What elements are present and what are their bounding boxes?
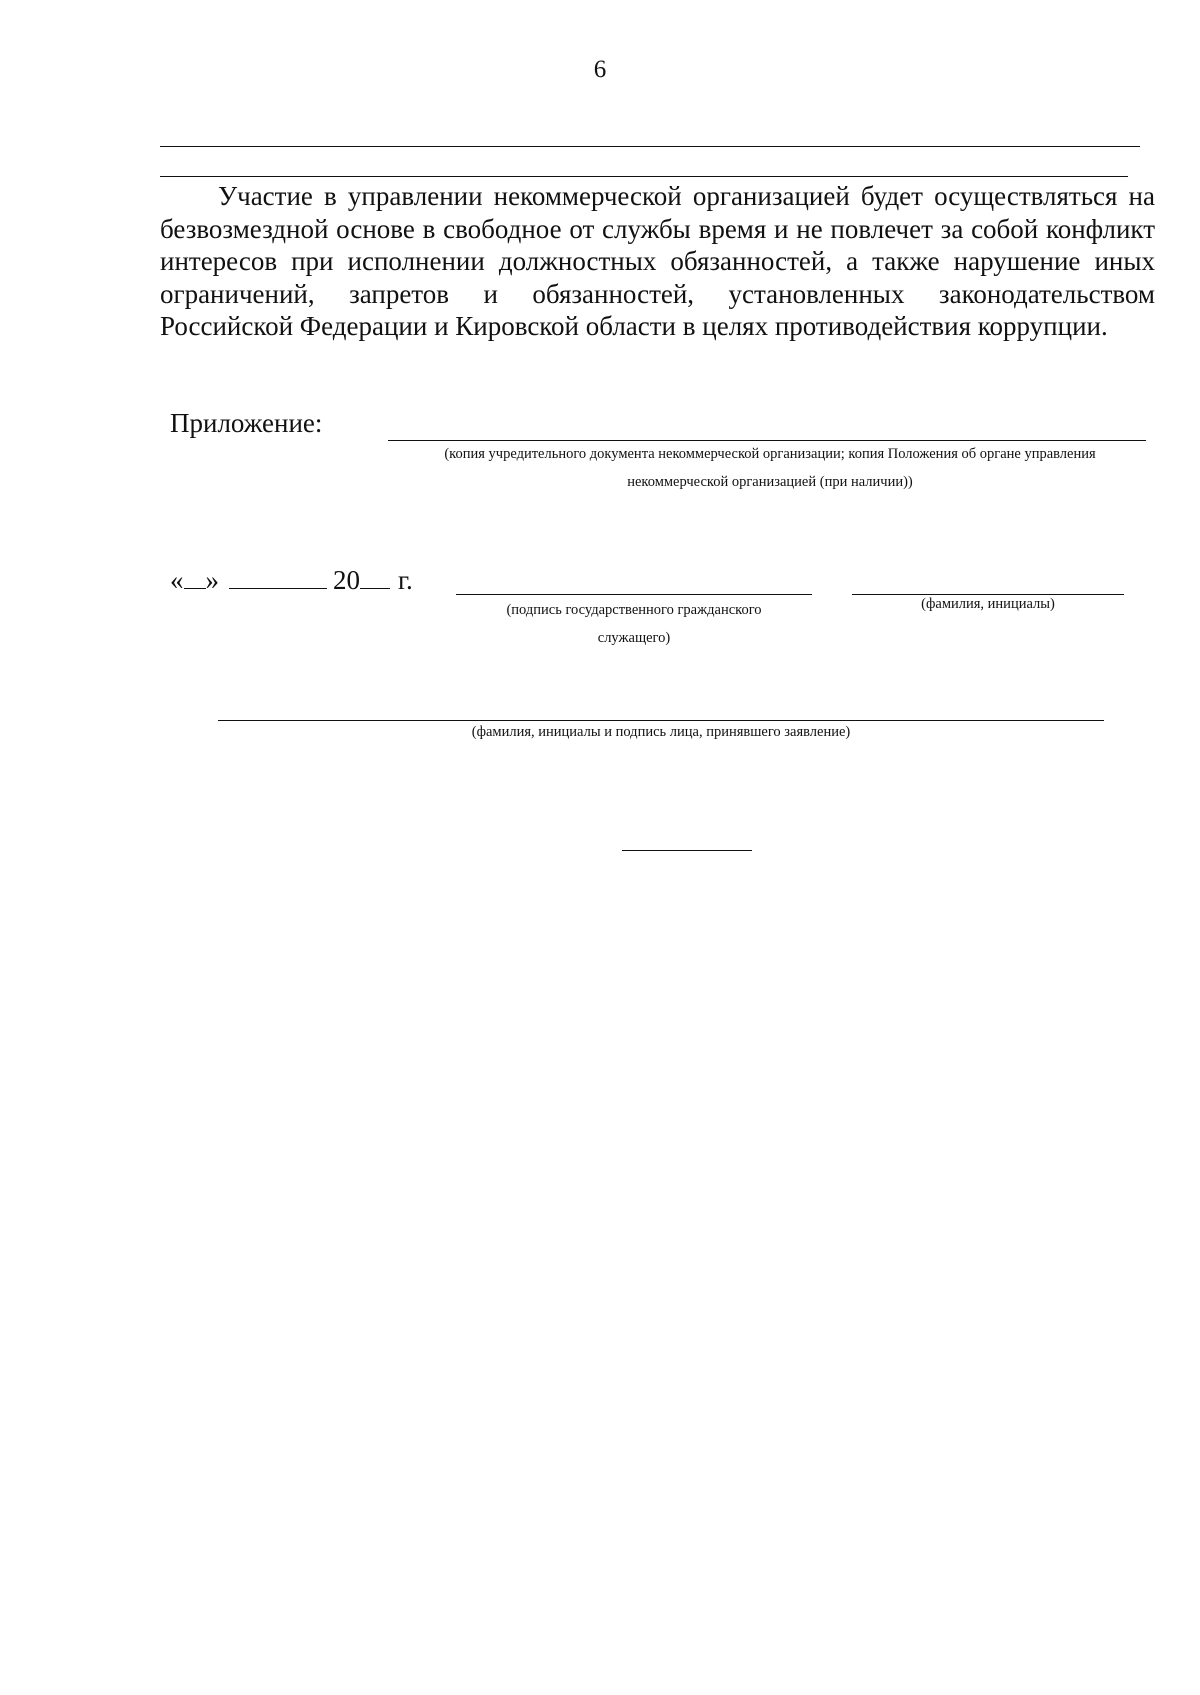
date-open-quote: «	[170, 565, 184, 595]
receiver-blank-line	[218, 720, 1104, 721]
month-blank	[229, 564, 327, 589]
signature-caption	[456, 596, 812, 652]
appendix-caption-line-1: (копия учредительного документа некоммерческой организации; копия Положения об органе управления	[444, 446, 1096, 462]
year-prefix: 20	[333, 565, 360, 595]
fio-caption: (фамилия, инициалы)	[921, 596, 1055, 612]
blank-line-top-1	[160, 146, 1140, 147]
signature-caption-line-1: (подпись государственного гражданского	[506, 602, 762, 618]
page-number: 6	[593, 56, 607, 83]
body-paragraph: Участие в управлении некоммерческой организацией будет осуществляться на безвозмездной основе в свободное от службы время и не повлечет за собой конфликт интересов при исполнении должностных обязанностей, а также нарушение иных ограничений, запретов и обязанностей, установленных законодательством Российской Федерации и Кировской области в целях противодействия коррупции.	[160, 181, 1155, 342]
year-suffix: г.	[398, 565, 413, 595]
appendix-label: Приложение:	[170, 408, 323, 438]
date-line	[170, 564, 413, 596]
appendix-caption-line-2: некоммерческой организацией (при наличии))	[627, 474, 913, 490]
signature-blank-line	[456, 594, 812, 595]
appendix-caption	[380, 440, 1160, 496]
day-blank	[184, 564, 206, 589]
blank-line-top-2	[160, 176, 1128, 177]
signature-caption-line-2: служащего)	[597, 630, 671, 646]
end-separator-line	[622, 850, 752, 851]
year-blank	[360, 564, 390, 589]
date-close-quote: »	[205, 565, 219, 595]
fio-blank-line	[852, 594, 1124, 595]
receiver-caption: (фамилия, инициалы и подпись лица, принявшего заявление)	[471, 724, 851, 740]
